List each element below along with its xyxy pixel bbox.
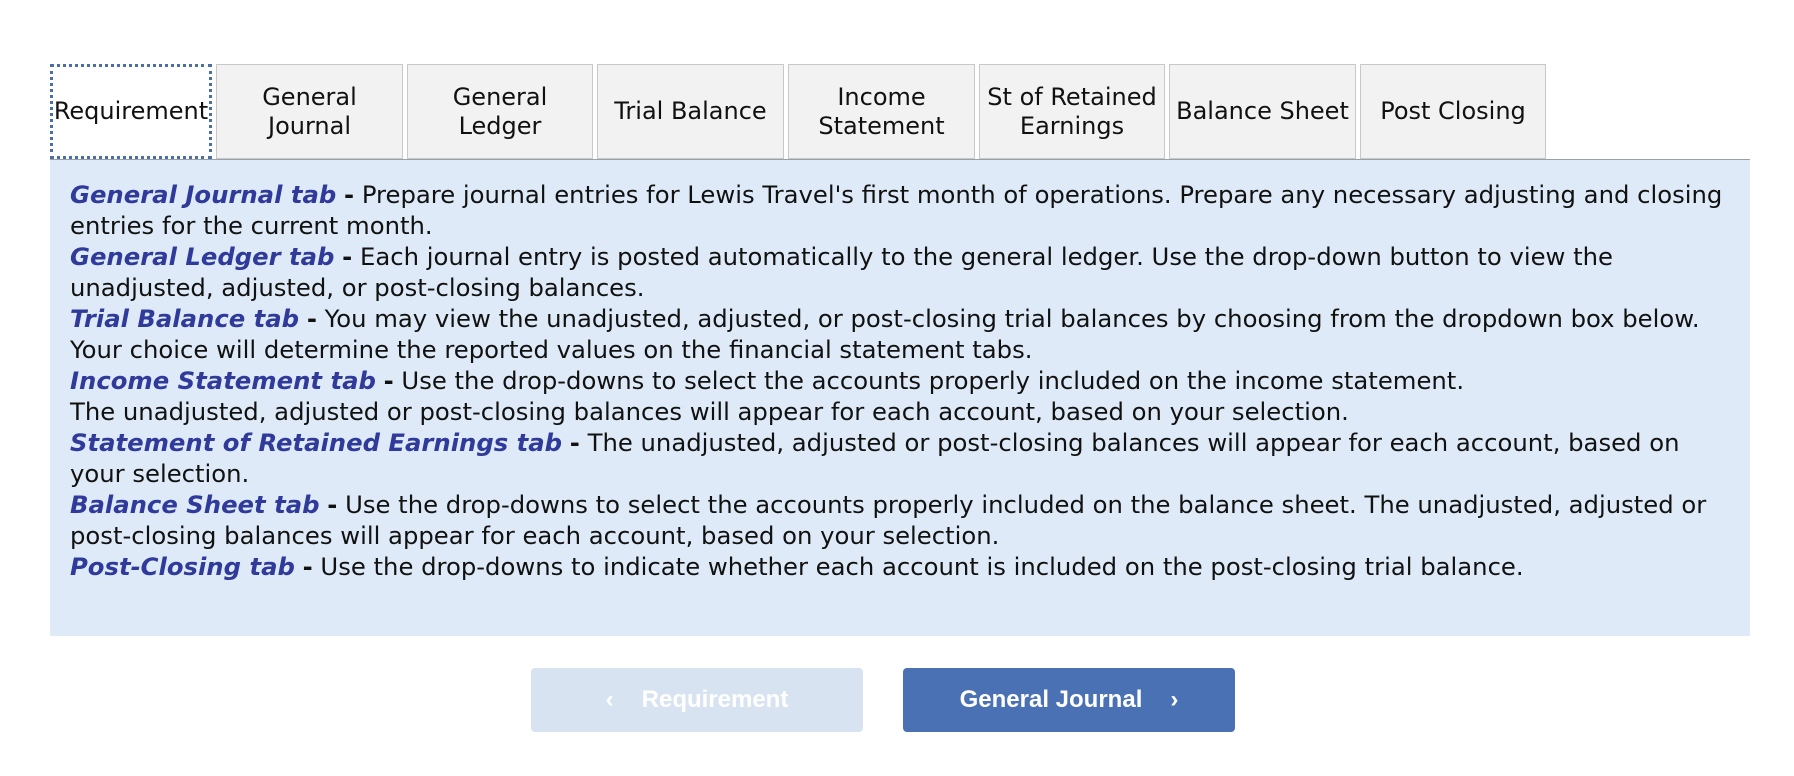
tab-label: Requirement xyxy=(53,97,209,125)
previous-button-label: Requirement xyxy=(641,686,789,713)
requirement-general-ledger xyxy=(70,241,1730,303)
requirement-dash: - xyxy=(327,490,338,519)
requirements-panel xyxy=(50,159,1750,636)
requirement-trial-balance xyxy=(70,303,1730,365)
requirement-income-statement xyxy=(70,365,1730,427)
requirement-title: Trial Balance tab xyxy=(70,304,300,333)
requirement-post-closing xyxy=(70,551,1730,582)
requirement-retained-earnings xyxy=(70,427,1730,489)
tab-general-journal[interactable] xyxy=(216,64,403,159)
tab-post-closing[interactable] xyxy=(1360,64,1546,159)
requirement-title: Post-Closing tab xyxy=(70,552,295,581)
chevron-right-icon: › xyxy=(1170,686,1179,713)
tab-label: General Ledger xyxy=(452,82,548,140)
requirement-text: Use the drop-downs to select the accounts properly included on the balance sheet. The unadjusted, adjusted or post-closing balances will appear for each account, based on your selection. xyxy=(70,490,1707,550)
tab-trial-balance[interactable] xyxy=(597,64,784,159)
next-general-journal-button[interactable] xyxy=(903,668,1235,732)
requirement-general-journal xyxy=(70,179,1730,241)
requirement-title: General Journal tab xyxy=(70,180,337,209)
requirement-text: The unadjusted, adjusted or post-closing balances will appear for each account, based on your selection. xyxy=(70,428,1680,488)
tab-general-ledger[interactable] xyxy=(407,64,593,159)
requirement-text: Use the drop-downs to select the accounts properly included on the income statement. xyxy=(393,366,1465,395)
requirement-text: You may view the unadjusted, adjusted, or post-closing trial balances by choosing from the dropdown box below. Your choice will determine the reported values on the financial statement tabs. xyxy=(70,304,1700,364)
previous-requirement-button xyxy=(531,668,863,732)
requirement-text: Prepare journal entries for Lewis Travel's first month of operations. Prepare any necessary adjusting and closing entries for the current month. xyxy=(70,180,1723,240)
tab-balance-sheet[interactable] xyxy=(1169,64,1356,159)
tab-income-statement[interactable] xyxy=(788,64,975,159)
tab-label: Balance Sheet xyxy=(1176,97,1349,125)
tab-bar xyxy=(50,64,1750,159)
next-button-label: General Journal xyxy=(959,686,1143,713)
tab-label: Income Statement xyxy=(818,82,945,140)
requirement-text-continued: The unadjusted, adjusted or post-closing balances will appear for each account, based on your selection. xyxy=(70,397,1349,426)
requirement-balance-sheet xyxy=(70,489,1730,551)
tab-label: Post Closing xyxy=(1380,97,1526,125)
requirement-dash: - xyxy=(342,242,353,271)
tab-label: St of Retained Earnings xyxy=(987,82,1157,140)
tab-retained-earnings[interactable] xyxy=(979,64,1165,159)
requirement-title: Balance Sheet tab xyxy=(70,490,320,519)
tab-requirement[interactable] xyxy=(50,64,212,159)
tab-label: Trial Balance xyxy=(614,97,767,125)
requirement-dash: - xyxy=(383,366,394,395)
requirement-text: Each journal entry is posted automatically to the general ledger. Use the drop-down button to view the unadjusted, adjusted, or post-closing balances. xyxy=(70,242,1614,302)
chevron-left-icon: ‹ xyxy=(605,686,614,713)
requirement-text: Use the drop-downs to indicate whether each account is included on the post-closing trial balance. xyxy=(312,552,1524,581)
requirement-title: Income Statement tab xyxy=(70,366,376,395)
requirement-dash: - xyxy=(306,304,317,333)
requirement-title: General Ledger tab xyxy=(70,242,335,271)
requirement-dash: - xyxy=(344,180,355,209)
requirement-dash: - xyxy=(302,552,313,581)
requirement-dash: - xyxy=(569,428,580,457)
requirement-title: Statement of Retained Earnings tab xyxy=(70,428,563,457)
tab-label: General Journal xyxy=(262,82,357,140)
